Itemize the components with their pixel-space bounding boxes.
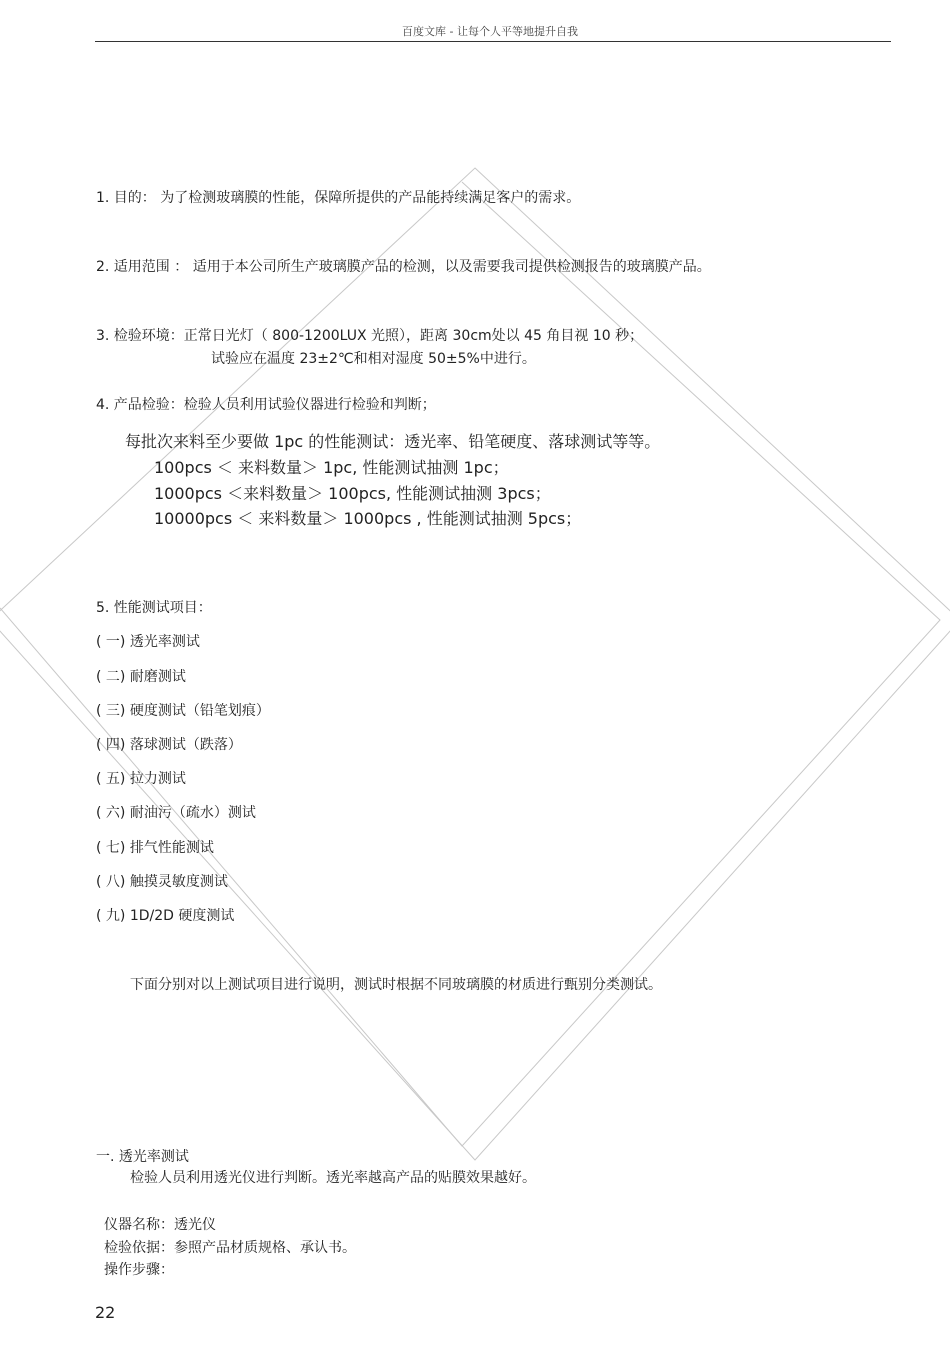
instrument-name: 仪器名称：透光仪 [104,1217,216,1233]
test-item: ( 七) 排气性能测试 [96,840,214,856]
test-item: ( 二) 耐磨测试 [96,669,186,685]
sampling-rule: 100pcs ＜ 来料数量＞ 1pc, 性能测试抽测 1pc； [154,458,509,477]
test-item: ( 五) 拉力测试 [96,771,186,787]
header-divider [95,41,891,42]
transmittance-desc: 检验人员利用透光仪进行判断。透光率越高产品的贴膜效果越好。 [130,1170,536,1186]
section-purpose: 1. 目的： 为了检测玻璃膜的性能，保障所提供的产品能持续满足客户的需求。 [96,190,581,206]
section-scope: 2. 适用范围 ： 适用于本公司所生产玻璃膜产品的检测，以及需要我司提供检测报告的玻璃膜产品。 [96,259,711,275]
sampling-intro: 每批次来料至少要做 1pc 的性能测试：透光率、铅笔硬度、落球测试等等。 [125,432,661,451]
test-item: ( 六) 耐油污（疏水）测试 [96,805,256,821]
test-item: ( 三) 硬度测试（铅笔划痕） [96,703,270,719]
test-item: ( 四) 落球测试（跌落） [96,737,242,753]
explanation-text: 下面分别对以上测试项目进行说明，测试时根据不同玻璃膜的材质进行甄别分类测试。 [130,977,662,993]
test-item: ( 九) 1D/2D 硬度测试 [96,908,235,924]
operation-steps: 操作步骤： [104,1262,174,1278]
header-text: 百度文库 - 让每个人平等地提升自我 [402,25,578,38]
section-environment-cont: 试验应在温度 23±2℃和相对湿度 50±5%中进行。 [211,351,536,367]
section-inspection: 4. 产品检验：检验人员利用试验仪器进行检验和判断； [96,397,436,413]
test-item: ( 八) 触摸灵敏度测试 [96,874,228,890]
inspection-basis: 检验依据：参照产品材质规格、承认书。 [104,1240,356,1256]
transmittance-title: 一. 透光率测试 [96,1149,189,1165]
sampling-rule: 1000pcs ＜来料数量＞ 100pcs, 性能测试抽测 3pcs； [154,484,551,503]
test-item: ( 一) 透光率测试 [96,634,200,650]
page-number: 22 [95,1303,116,1322]
section-test-items-title: 5. 性能测试项目： [96,600,212,616]
section-environment: 3. 检验环境：正常日光灯（ 800-1200LUX 光照），距离 30cm处以 45 角目视 10 秒； [96,328,644,344]
sampling-rule: 10000pcs ＜ 来料数量＞ 1000pcs , 性能测试抽测 5pcs； [154,509,582,528]
